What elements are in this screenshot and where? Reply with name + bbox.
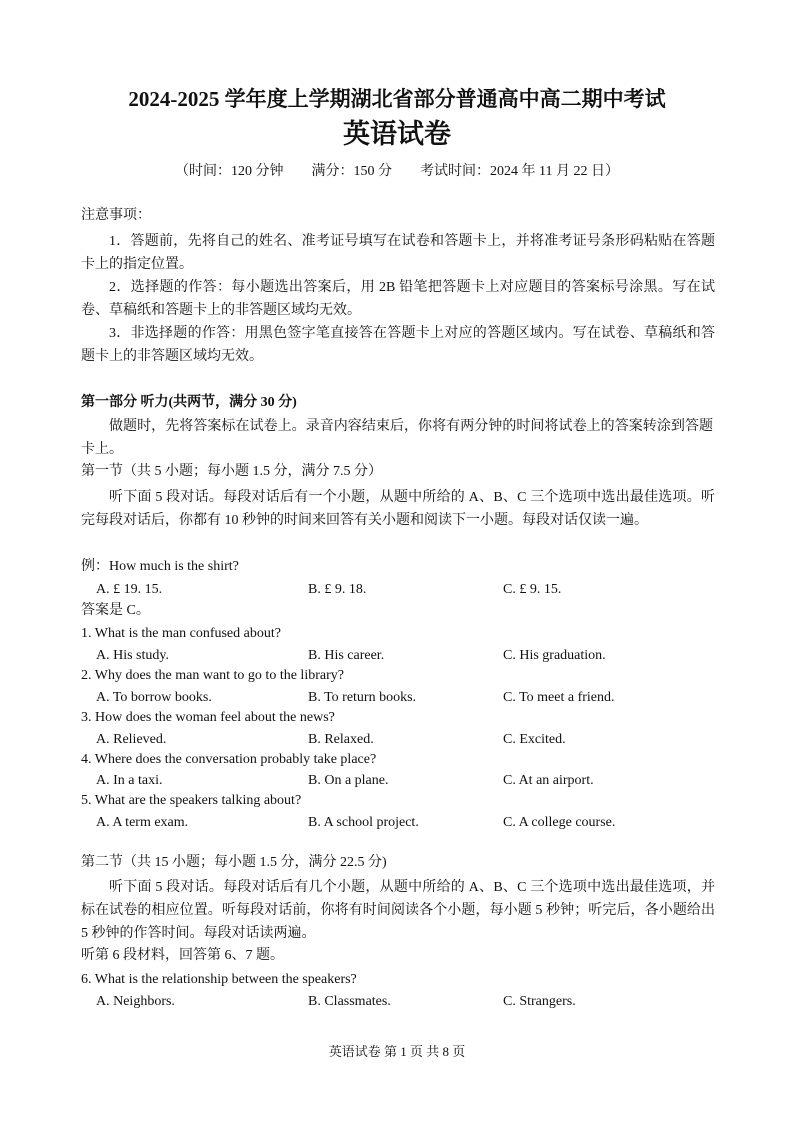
q4-option-b: B. On a plane. xyxy=(308,773,389,788)
q4-option-c: C. At an airport. xyxy=(503,773,594,788)
page-footer: 英语试卷 第 1 页 共 8 页 xyxy=(328,1044,466,1059)
q3-option-a: A. Relieved. xyxy=(96,732,167,747)
example-question: 例：How much is the shirt? xyxy=(81,559,239,574)
section2-heading: 第二节（共 15 小题；每小题 1.5 分，满分 22.5 分) xyxy=(81,855,387,870)
q2-option-b: B. To return books. xyxy=(308,690,417,705)
example-option-b: B. £ 9. 18. xyxy=(308,582,367,597)
q5-option-c: C. A college course. xyxy=(503,815,616,830)
q1-option-b: B. His career. xyxy=(308,648,385,663)
question-3: 3. How does the woman feel about the news? xyxy=(81,710,335,725)
exam-info: （时间：120 分钟 满分：150 分 考试时间：2024 年 11 月 22 日） xyxy=(175,164,619,179)
q1-option-a: A. His study. xyxy=(96,648,169,663)
q5-option-a: A. A term exam. xyxy=(96,815,189,830)
question-1: 1. What is the man confused about? xyxy=(81,626,281,641)
q6-option-b: B. Classmates. xyxy=(308,994,391,1009)
example-option-c: C. £ 9. 15. xyxy=(503,582,562,597)
notes-heading: 注意事项： xyxy=(81,208,151,223)
q6-option-c: C. Strangers. xyxy=(503,994,576,1009)
q4-option-a: A. In a taxi. xyxy=(96,773,163,788)
material-note: 听第 6 段材料，回答第 6、7 题。 xyxy=(81,948,284,963)
q2-option-a: A. To borrow books. xyxy=(96,690,212,705)
note-item: 2．选择题的作答：每小题选出答案后，用 2B 铅笔把答题卡上对应题目的答案标号涂黑。写在试卷、草稿纸和答题卡上的非答题区域均无效。 xyxy=(81,280,715,318)
question-5: 5. What are the speakers talking about? xyxy=(81,793,302,808)
q6-option-a: A. Neighbors. xyxy=(96,994,175,1009)
example-option-a: A. £ 19. 15. xyxy=(96,582,163,597)
section1-heading: 第一节（共 5 小题；每小题 1.5 分，满分 7.5 分） xyxy=(81,464,382,479)
note-item: 3．非选择题的作答：用黑色签字笔直接答在答题卡上对应的答题区域内。写在试卷、草稿纸和答题卡上的非答题区域均无效。 xyxy=(81,326,715,364)
q3-option-c: C. Excited. xyxy=(503,732,566,747)
question-6: 6. What is the relationship between the speakers? xyxy=(81,972,357,987)
section1-instructions: 听下面 5 段对话。每段对话后有一个小题，从题中所给的 A、B、C 三个选项中选出最佳选项。听完每段对话后，你都有 10 秒钟的时间来回答有关小题和阅读下一小题。每段对话仅读一遍。 xyxy=(81,490,715,528)
subject-title: 英语试卷 xyxy=(343,119,451,149)
example-answer: 答案是 C。 xyxy=(81,603,150,618)
q5-option-b: B. A school project. xyxy=(308,815,419,830)
q2-option-c: C. To meet a friend. xyxy=(503,690,615,705)
note-item: 1．答题前，先将自己的姓名、准考证号填写在试卷和答题卡上，并将准考证号条形码粘贴在答题卡上的指定位置。 xyxy=(81,234,715,272)
question-4: 4. Where does the conversation probably take place? xyxy=(81,752,377,767)
q3-option-b: B. Relaxed. xyxy=(308,732,374,747)
question-2: 2. Why does the man want to go to the library? xyxy=(81,668,344,683)
part1-heading: 第一部分 听力(共两节，满分 30 分) xyxy=(81,395,297,410)
exam-title: 2024-2025 学年度上学期湖北省部分普通高中高二期中考试 xyxy=(128,87,666,111)
q1-option-c: C. His graduation. xyxy=(503,648,606,663)
section2-instructions: 听下面 5 段对话。每段对话后有几个小题，从题中所给的 A、B、C 三个选项中选出最佳选项，并标在试卷的相应位置。听每段对话前，你将有时间阅读各个小题，每小题 5 秒钟；听完后，各小题给出 5 秒钟的作答时间。每段对话读两遍。 xyxy=(81,880,715,941)
part1-intro: 做题时，先将答案标在试卷上。录音内容结束后，你将有两分钟的时间将试卷上的答案转涂到答题卡上。 xyxy=(81,419,713,457)
